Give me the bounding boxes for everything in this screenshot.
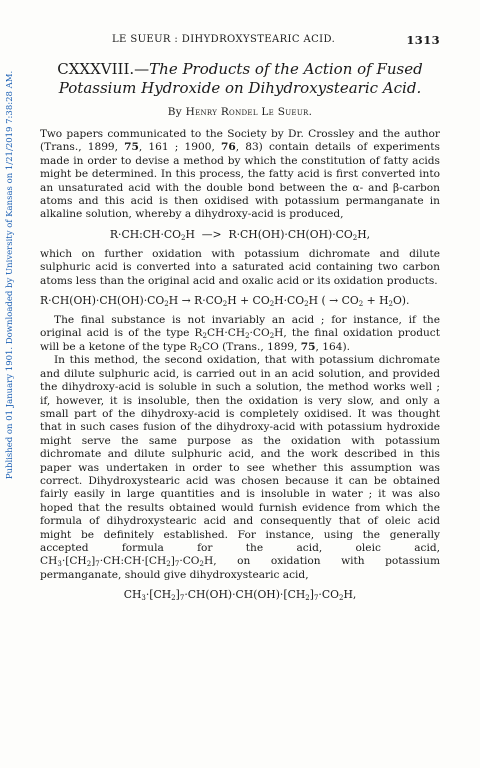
p1-volume-1: 75 [124, 141, 139, 154]
paragraph-2: which on further oxidation with potassium dichromate and dilute sulphuric acid is converted into a saturated acid containing two carbon atoms less than the original acid and oxalic acid or its oxidation products. [40, 247, 440, 287]
equation-3: $CH_3\cdot[CH_2]_7\cdot CH(OH)\cdot CH(OH)\cdot[CH_2]_7\cdot CO_2H$, [123, 588, 357, 603]
p3-text-d: , 164). [315, 340, 351, 353]
equation-2: $R\cdot CH(OH)\cdot CH(OH)\cdot CO_2H \to R\cdot CO_2H + CO_2H\cdot CO_2H$ ( → $CO_2 + H_2O$). [40, 294, 410, 309]
p4-text: In this method, the second oxidation, that with potassium dichromate and dilute sulphuric acid, is carried out in an acid solution, and provided the dihydroxy-acid is soluble in such a solution, the method works well ; if, however, it is insoluble, then the oxidation is very slow, and only a small part of the dihydroxy-acid is completely oxidised. It was thought that in such cases fusion of the dihydroxy-acid with potassium hydroxide might serve the same purpose as the oxidation with potassium dichromate and dilute sulphuric acid, and the work described in this paper was undertaken in order to see whether this assumption was correct. Dihydroxystearic acid was chosen because it can be obtained fairly easily in large quantities and is insoluble in water ; it was also hoped that the results obtained would furnish evidence from which the formula of dihydroxystearic acid and consequently that of oleic acid might be definitely established. For instance, using the generally accepted formula for the acid, oleic acid, [40, 354, 440, 554]
p4-text-b: , on oxidation with potassium permanganate, should give dihydroxystearic acid, [40, 555, 440, 581]
p3-text-b: , the final oxidation product will be a ketone of the type [40, 327, 440, 353]
page-header [40, 34, 440, 48]
p1-text-b: , 161 ; 1900, [138, 141, 221, 154]
running-head: LE SUEUR : DIHYDROXYSTEARIC ACID. [112, 34, 336, 45]
download-notice: Published on 01 January 1901. Downloaded by University of Kansas on 1/21/2019 7:38:28 AM. [5, 70, 15, 480]
article-body [40, 60, 440, 608]
paragraph-3: The final substance is not invariably an acid ; for instance, if the original acid is of the type $R_2CH\cdot CH_2\cdot CO_2H$, the final oxidation product will be a ketone of the type $R_2CO$ (Trans., 1899, 75, 164). [40, 314, 440, 354]
title-line-1: The Products of the Action of Fused [149, 60, 423, 78]
download-sidebar [2, 40, 18, 510]
byline-by: By [167, 106, 182, 118]
p3-text-c: (Trans., 1899, [218, 340, 301, 353]
article-title [48, 60, 432, 98]
p1-text-a: Two papers communicated to the Society by Dr. Crossley and the author (Trans., 1899, [40, 128, 440, 154]
p3-text-a: The final substance is not invariably an acid ; for instance, if the original acid is of the type [40, 314, 440, 340]
title-line-2: Potassium Hydroxide on Dihydroxystearic Acid. [58, 79, 422, 97]
author-name: Henry Rondel Le Sueur. [185, 106, 313, 118]
p1-text-c: , 83) contain details of experiments made in order to devise a method by which the constitution of fatty acids might be determined. In this process, the fatty acid is first converted into an unsaturated acid with the double bond between the α- and β-carbon atoms and this acid is then oxidised with potassium permanganate in alkaline solution, whereby a dihydroxy-acid is produced, [40, 141, 440, 221]
p3-volume: 75 [300, 340, 316, 353]
paragraph-1 [40, 128, 440, 222]
p1-volume-2: 76 [220, 141, 236, 154]
article-number: CXXXVIII.— [57, 60, 150, 78]
byline [40, 106, 440, 118]
paragraph-4: In this method, the second oxidation, that with potassium dichromate and dilute sulphuric acid, is carried out in an acid solution, and provided the dihydroxy-acid is soluble in such a solution, the method works well ; if, however, it is insoluble, then the oxidation is very slow, and only a small part of the dihydroxy-acid is completely oxidised. It was thought that in such cases fusion of the dihydroxy-acid with potassium hydroxide might serve the same purpose as the oxidation with potassium dichromate and dilute sulphuric acid, and the work described in this paper was undertaken in order to see whether this assumption was correct. Dihydroxystearic acid was chosen because it can be obtained fairly easily in large quantities and is insoluble in water ; it was also hoped that the results obtained would furnish evidence from which the formula of dihydroxystearic acid and consequently that of oleic acid might be definitely established. For instance, using the generally accepted formula for the acid, oleic acid, $CH_3\cdot[CH_2]_7\cdot CH:CH\cdot[CH_2]_7\cdot CO_2H$, on oxidation with potassium permanganate, should give dihydroxystearic acid, [40, 354, 440, 581]
equation-1: $R\cdot CH:CH\cdot CO_2H$ —> $R\cdot CH(OH)\cdot CH(OH)\cdot CO_2H$, [109, 227, 371, 242]
page-number: 1313 [406, 33, 440, 47]
